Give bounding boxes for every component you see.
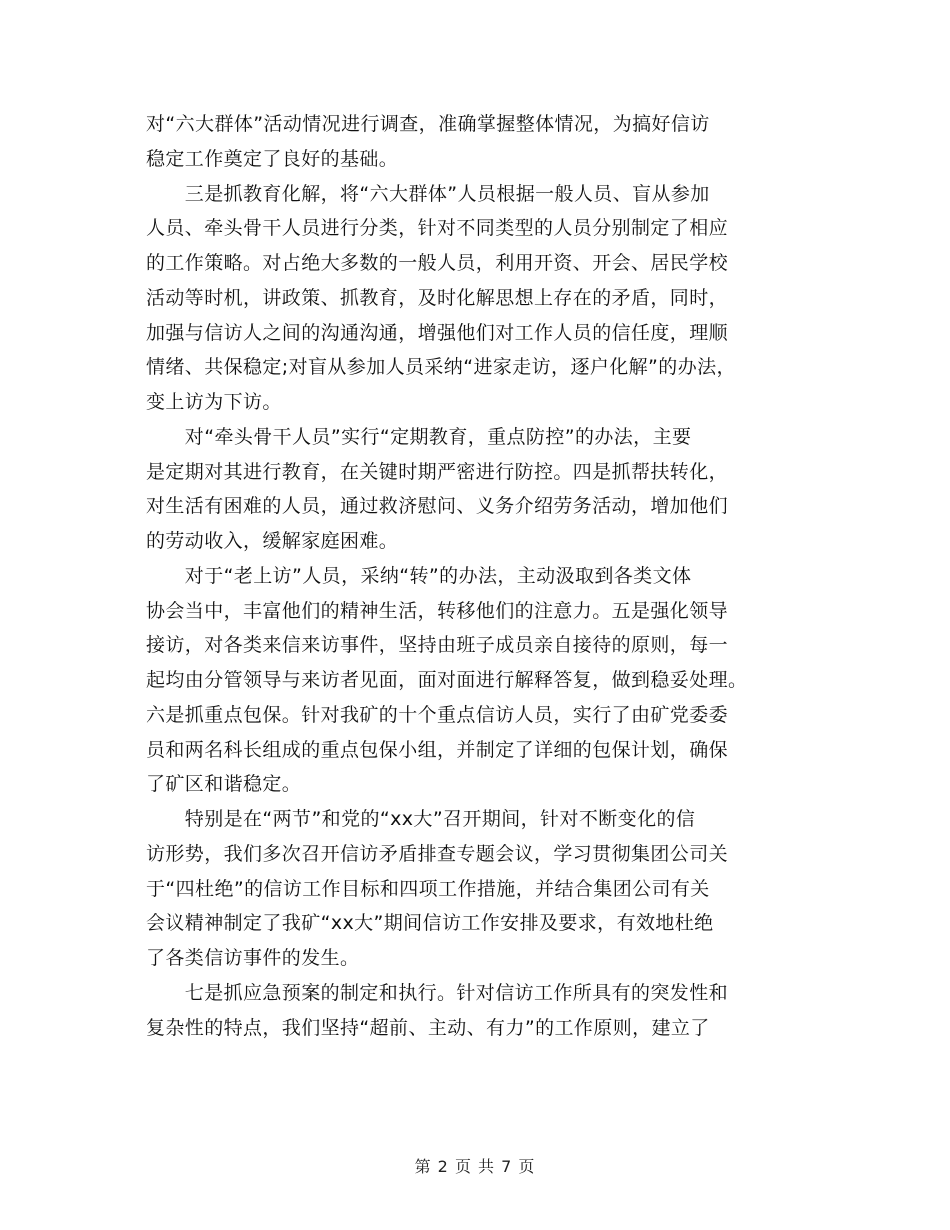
text-line: 情绪、共保稳定;对盲从参加人员采纳“进家走访，逐户化解”的办法， [146, 356, 736, 379]
text-line: 接访，对各类来信来访事件，坚持由班子成员亲自接待的原则，每一 [146, 634, 729, 657]
text-line: 了各类信访事件的发生。 [146, 947, 360, 969]
text-line: 三是抓教育化解，将“六大群体”人员根据一般人员、盲从参加 [146, 182, 710, 205]
text-line: 对“六大群体”活动情况进行调查，准确掌握整体情况，为搞好信访 [146, 113, 710, 135]
text-line: 特别是在“两节”和党的“xx大”召开期间，针对不断变化的信 [146, 808, 696, 830]
text-line: 对于“老上访”人员，采纳“转”的办法，主动汲取到各类文体 [146, 564, 692, 587]
text-line: 起均由分管领导与来访者见面，面对面进行解释答复，做到稳妥处理。 [146, 669, 748, 691]
text-line: 人员、牵头骨干人员进行分类，针对不同类型的人员分别制定了相应 [146, 217, 729, 240]
text-line: 变上访为下访。 [146, 391, 282, 413]
text-line: 对生活有困难的人员，通过救济慰问、义务介绍劳务活动，增加他们 [146, 495, 729, 518]
document-body [146, 107, 826, 1045]
text-line: 加强与信访人之间的沟通沟通，增强他们对工作人员的信任度，理顺 [146, 321, 729, 344]
text-line: 访形势，我们多次召开信访矛盾排查专题会议，学习贯彻集团公司关 [146, 842, 729, 865]
text-line: 活动等时机，讲政策、抓教育，及时化解思想上存在的矛盾，同时， [146, 286, 729, 309]
text-line: 稳定工作奠定了良好的基础。 [146, 147, 399, 170]
text-line: 对“牵头骨干人员”实行“定期教育，重点防控”的办法，主要 [146, 425, 692, 448]
text-line: 的工作策略。对占绝大多数的一般人员，利用开资、开会、居民学校 [146, 252, 729, 274]
text-line: 复杂性的特点，我们坚持“超前、主动、有力”的工作原则，建立了 [146, 1016, 710, 1039]
text-line: 会议精神制定了我矿“xx大”期间信访工作安排及要求，有效地杜绝 [146, 912, 714, 935]
text-line: 六是抓重点包保。针对我矿的十个重点信访人员，实行了由矿党委委 [146, 703, 729, 726]
text-line: 是定期对其进行教育，在关键时期严密进行防控。四是抓帮扶转化， [146, 460, 729, 483]
text-line: 七是抓应急预案的制定和执行。针对信访工作所具有的突发性和 [146, 981, 729, 1004]
text-line: 于“四杜绝”的信访工作目标和四项工作措施，并结合集团公司有关 [146, 877, 710, 900]
text-line: 员和两名科长组成的重点包保小组，并制定了详细的包保计划，确保 [146, 738, 729, 761]
page-footer: 第 2 页 共 7 页 [414, 1157, 536, 1176]
text-line: 的劳动收入，缓解家庭困难。 [146, 530, 399, 552]
text-line: 了矿区和谐稳定。 [146, 773, 302, 796]
text-line: 协会当中，丰富他们的精神生活，转移他们的注意力。五是强化领导 [146, 599, 729, 622]
